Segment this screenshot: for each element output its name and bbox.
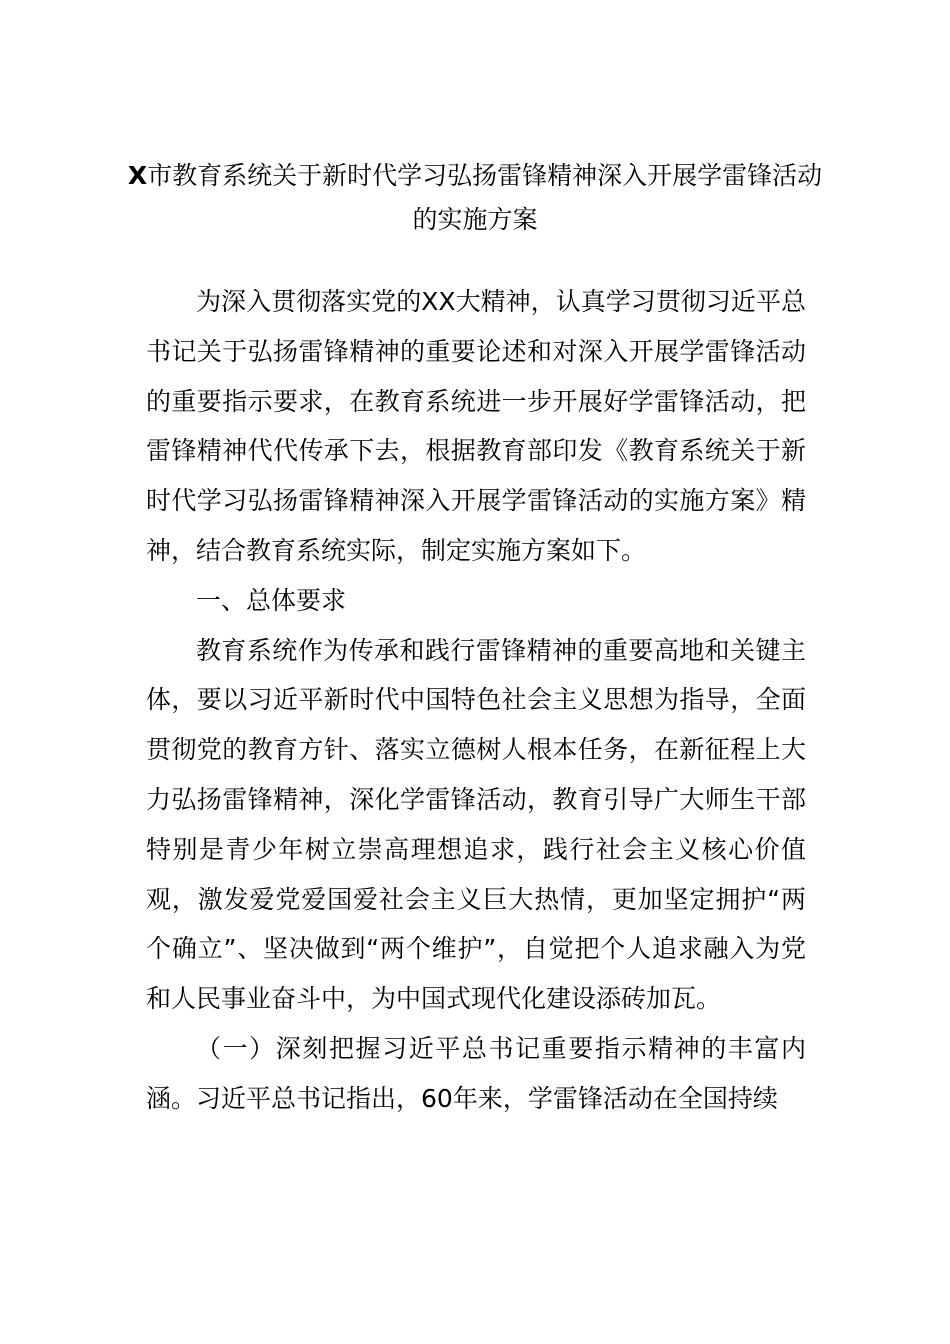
document-body xyxy=(146,277,806,1124)
title-text: 市教育系统关于新时代学习弘扬雷锋精神深入开展学雷锋活动的实施方案 xyxy=(147,161,823,234)
general-requirements-paragraph: 教育系统作为传承和践行雷锋精神的重要高地和关键主体，要以习近平新时代中国特色社会主义思想为指导，全面贯彻党的教育方针、落实立德树人根本任务，在新征程上大力弘扬雷锋精神，深化学雷锋活动，教育引导广大师生干部特别是青少年树立崇高理想追求，践行社会主义核心价值观，激发爱党爱国爱社会主义巨大热情，更加坚定拥护“两个确立”、坚决做到“两个维护”，自觉把个人追求融入为党和人民事业奋斗中，为中国式现代化建设添砖加瓦。 xyxy=(146,635,806,1014)
intro-paragraph: 为深入贯彻落实党的XX大精神，认真学习贯彻习近平总书记关于弘扬雷锋精神的重要论述和对深入开展学雷锋活动的重要指示要求，在教育系统进一步开展好学雷锋活动，把雷锋精神代代传承下去，根据教育部印发《教育系统关于新时代学习弘扬雷锋精神深入开展学雷锋活动的实施方案》精神，结合教育系统实际，制定实施方案如下。 xyxy=(146,287,806,565)
document-title xyxy=(120,154,830,242)
title-prefix: X xyxy=(127,161,148,190)
subsection-1-paragraph: （一）深刻把握习近平总书记重要指示精神的丰富内涵。习近平总书记指出，60年来，学雷锋活动在全国持续 xyxy=(146,1033,806,1113)
section-heading-general-requirements: 一、总体要求 xyxy=(196,585,347,615)
